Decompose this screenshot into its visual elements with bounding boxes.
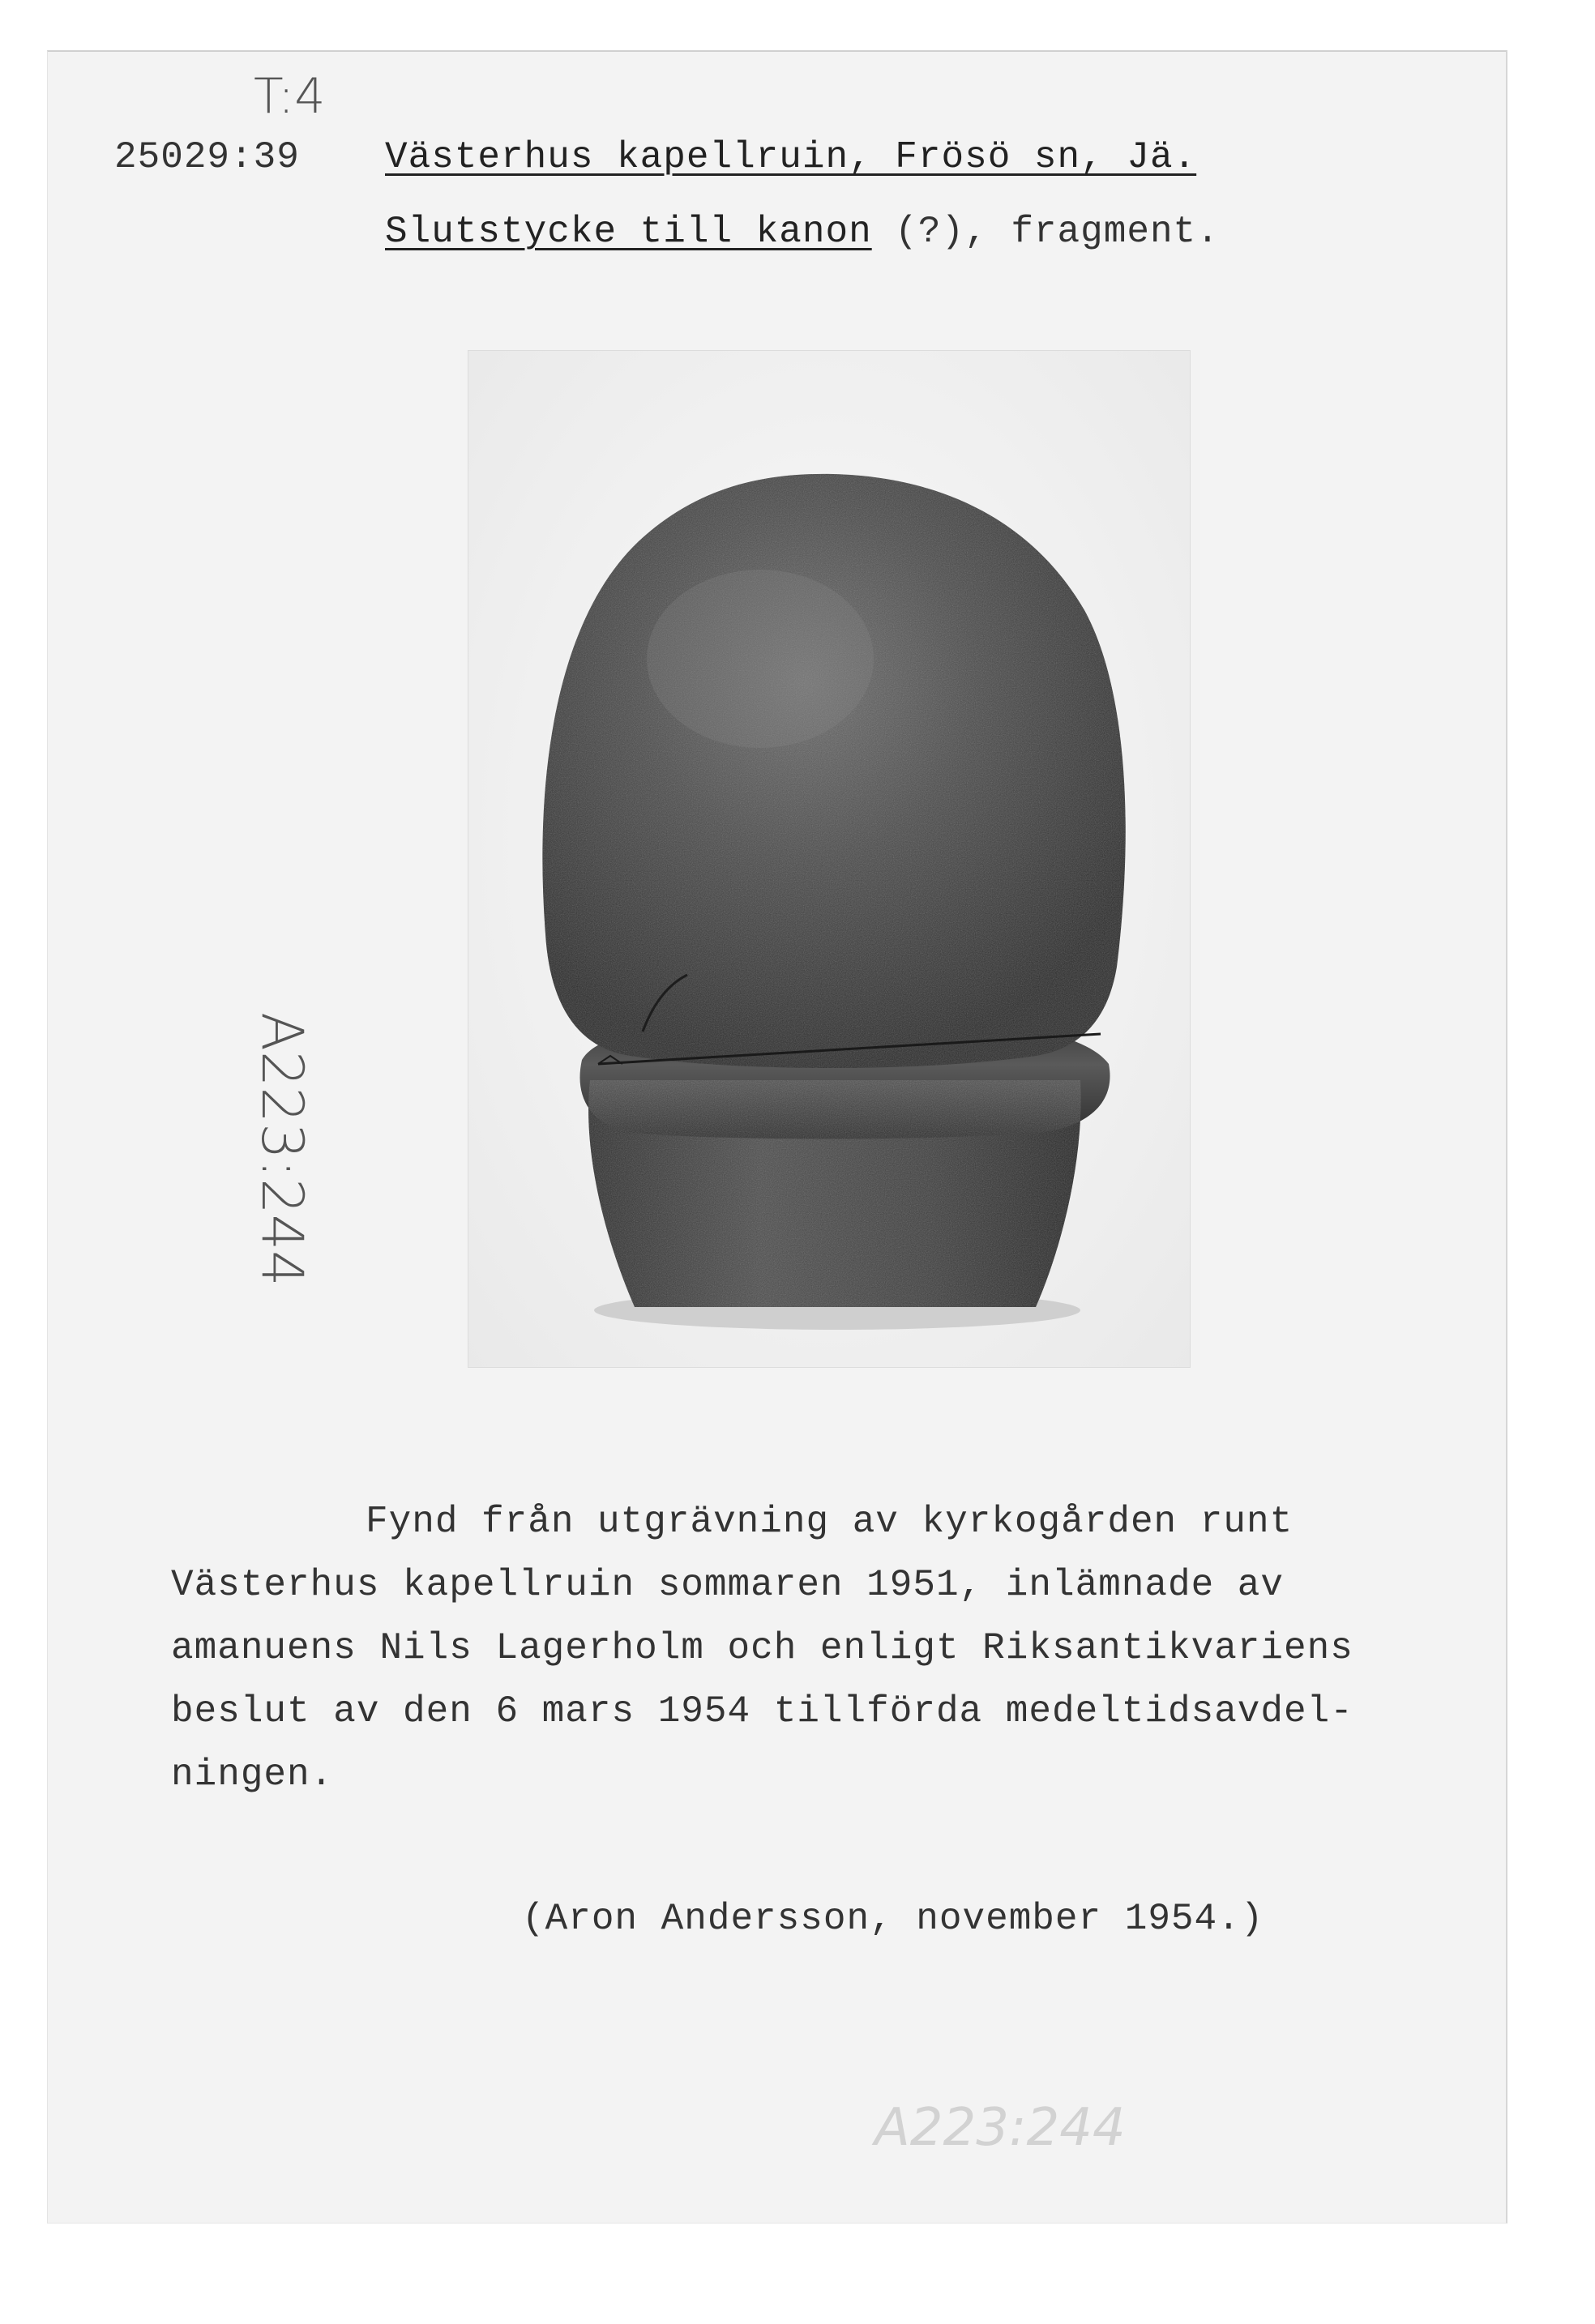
paragraph-line-1: Fynd från utgrävning av kyrkogården runt bbox=[366, 1501, 1294, 1543]
title-line: Västerhus kapellruin, Frösö sn, Jä. bbox=[385, 136, 1197, 178]
signature-line: (Aron Andersson, november 1954.) bbox=[522, 1898, 1264, 1940]
paragraph-line-4: beslut av den 6 mars 1954 tillförda medeltidsavdel- bbox=[171, 1690, 1353, 1732]
paragraph-line-5: ningen. bbox=[171, 1754, 334, 1796]
paragraph-line-3: amanuens Nils Lagerholm och enligt Riksantikvariens bbox=[171, 1627, 1353, 1669]
object-suffix: (?), fragment. bbox=[871, 211, 1220, 253]
object-name: Slutstycke till kanon bbox=[385, 211, 872, 253]
find-description-paragraph bbox=[171, 1490, 1460, 1806]
paragraph-line-2: Västerhus kapellruin sommaren 1951, inlämnade av bbox=[171, 1564, 1285, 1606]
vertical-handwritten-number: A223:244 bbox=[249, 1012, 315, 1287]
handwritten-top-mark: T:4 bbox=[254, 68, 326, 125]
catalog-card bbox=[47, 50, 1507, 2224]
object-description bbox=[385, 211, 1220, 253]
cannon-breech-fragment-image bbox=[468, 351, 1190, 1367]
faint-handwritten-number: A223:244 bbox=[874, 2098, 1126, 2158]
catalog-number: 25029:39 bbox=[114, 136, 300, 178]
object-photo bbox=[468, 351, 1190, 1367]
